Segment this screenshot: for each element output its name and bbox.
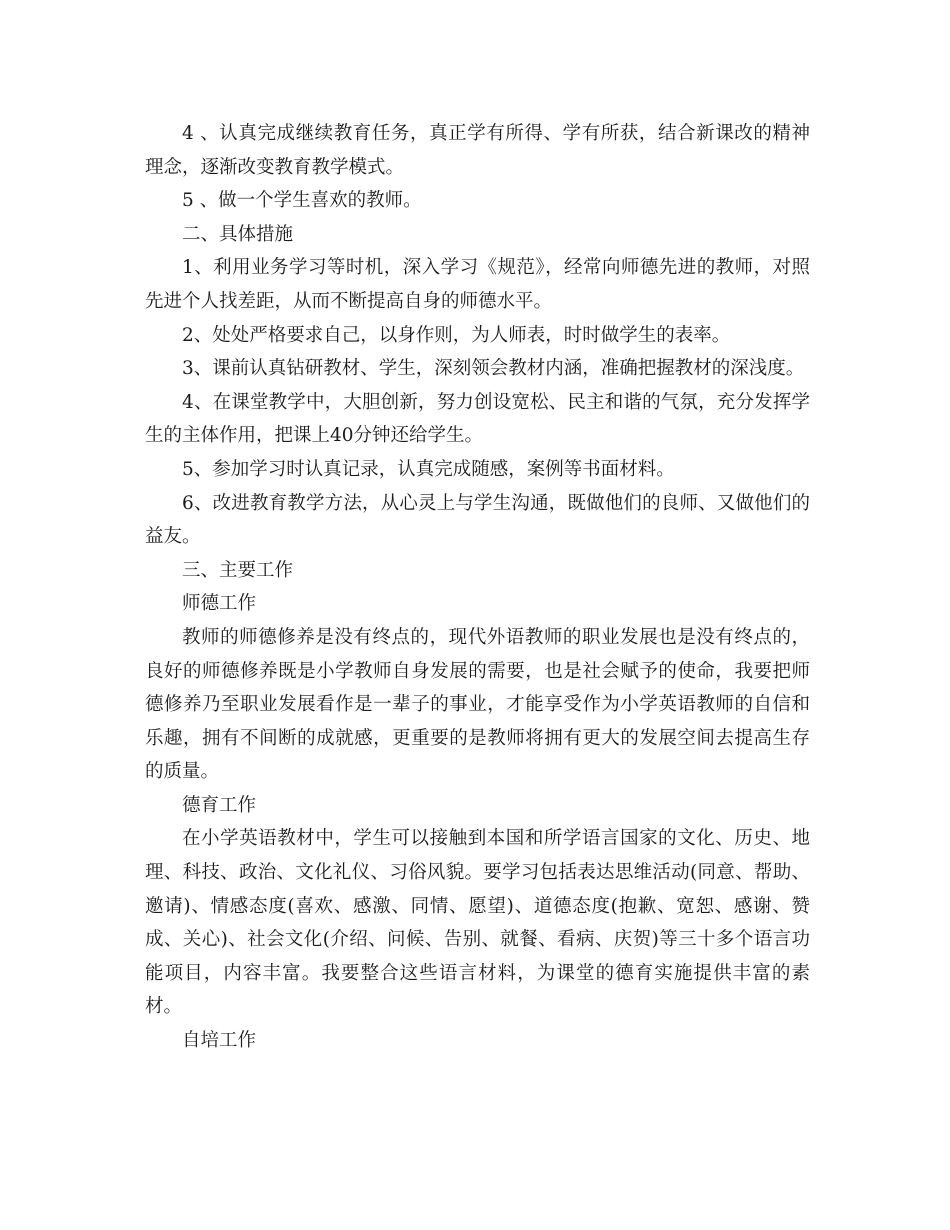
measure-2-paragraph: 2、处处严格要求自己，以身作则，为人师表，时时做学生的表率。 xyxy=(182,324,731,346)
goal-5-paragraph: 5 、做一个学生喜欢的教师。 xyxy=(182,190,422,212)
measure-4-paragraph: 4、在课堂教学中，大胆创新，努力创设宽松、民主和谐的气氛，充分发挥学生的主体作用，把课上40分钟还给学生。 xyxy=(145,391,810,447)
measure-5-paragraph: 5、参加学习时认真记录，认真完成随感，案例等书面材料。 xyxy=(182,458,675,480)
measure-6-paragraph: 6、改进教育教学方法，从心灵上与学生沟通，既做他们的良师、又做他们的益友。 xyxy=(145,492,810,548)
section-3-heading: 三、主要工作 xyxy=(182,559,294,581)
ethics-paragraph: 教师的师德修养是没有终点的，现代外语教师的职业发展也是没有终点的，良好的师德修养既是小学教师自身发展的需要，也是社会赋予的使命，我要把师德修养乃至职业发展看作是一辈子的事业，才能享受作为小学英语教师的自信和乐趣，拥有不间断的成就感，更重要的是教师将拥有更大的发展空间去提高生存的质量。 xyxy=(145,626,810,783)
self-training-heading: 自培工作 xyxy=(182,1030,257,1052)
moral-education-paragraph: 在小学英语教材中，学生可以接触到本国和所学语言国家的文化、历史、地理、科技、政治、文化礼仪、习俗风貌。要学习包括表达思维活动(同意、帮助、邀请)、情感态度(喜欢、感激、同情、愿望)、道德态度(抱歉、宽恕、感谢、赞成、关心)、社会文化(介绍、问候、告别、就餐、看病、庆贺)等三十多个语言功能项目，内容丰富。我要整合这些语言材料，为课堂的德育实施提供丰富的素材。 xyxy=(145,828,810,1018)
measure-1-paragraph: 1、利用业务学习等时机，深入学习《规范》，经常向师德先进的教师，对照先进个人找差距，从而不断提高自身的师德水平。 xyxy=(145,257,810,312)
document-body xyxy=(145,117,810,1058)
ethics-heading: 师德工作 xyxy=(182,593,257,615)
measure-3-paragraph: 3、课前认真钻研教材、学生，深刻领会教材内涵，准确把握教材的深浅度。 xyxy=(182,358,805,380)
moral-education-heading: 德育工作 xyxy=(182,794,257,816)
goal-4-paragraph: 4 、认真完成继续教育任务，真正学有所得、学有所获，结合新课改的精神理念，逐渐改变教育教学模式。 xyxy=(145,123,810,178)
section-2-heading: 二、具体措施 xyxy=(182,223,294,245)
